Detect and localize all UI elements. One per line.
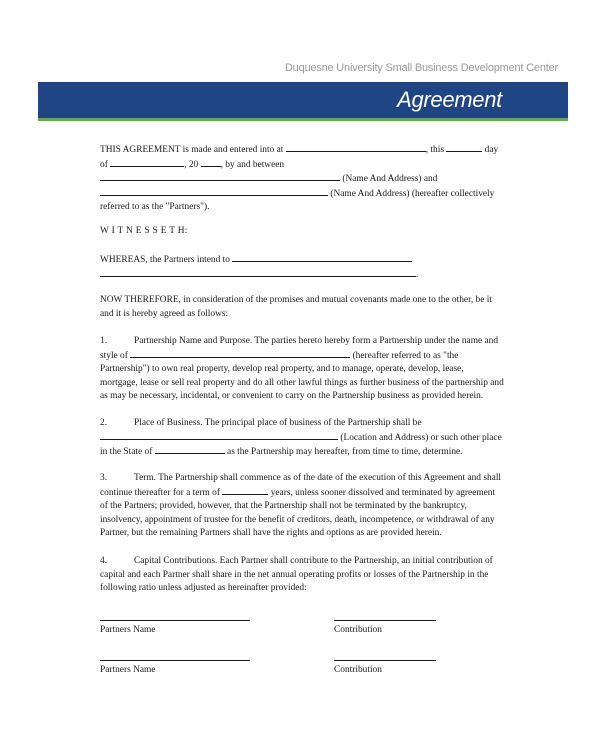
witnesseth-heading: W I T N E S S E T H: — [100, 226, 188, 236]
section-number: 1. — [100, 336, 108, 346]
state-blank[interactable] — [155, 445, 225, 454]
contribution-label: Contribution — [334, 665, 382, 675]
intro-paragraph: THIS AGREEMENT is made and entered into at , this day of , 20 , by and between (Name And Address) and (Name And Address) (hereafter collectively referred to as the "Partners"). — [100, 145, 499, 212]
intent-blank-2[interactable] — [100, 268, 416, 277]
section-2: 2. Place of Business. The principal place of business of the Partnership shall be (Location and Address) or such other place in the State of as the Partnership may hereafter, from time to time, determine. — [100, 418, 502, 457]
location-blank[interactable] — [100, 431, 338, 440]
intent-blank[interactable] — [232, 253, 412, 262]
partner-name-line[interactable] — [100, 660, 250, 661]
partner-name-label: Partners Name — [100, 665, 156, 675]
party2-blank[interactable] — [100, 187, 328, 196]
whereas-paragraph: WHEREAS, the Partners intend to . — [100, 255, 419, 280]
place-blank[interactable] — [286, 143, 426, 152]
title-banner — [38, 82, 568, 121]
section-number: 2. — [100, 418, 108, 428]
now-therefore-paragraph: NOW THEREFORE, in consideration of the promises and mutual covenants made one to the other, be it and it is hereby agreed as follows: — [100, 295, 492, 319]
page-title: Agreement — [397, 87, 502, 112]
month-blank[interactable] — [110, 158, 184, 167]
section-1: 1. Partnership Name and Purpose. The parties hereto hereby form a Partnership under the name and style of (hereafter referred to as "the Partnership") to own real property, develop real property, and to manage, operate, develop, lease, mortgage, lease or sell real property and do all other lawful things as further business of the partnership and as may be necessary, incidental, or convenient to carry on the Partnership business as provided herein. — [100, 336, 504, 401]
year-blank[interactable] — [201, 158, 221, 167]
term-blank[interactable] — [222, 486, 268, 495]
org-name: Duquesne University Small Business Development Center — [284, 62, 558, 74]
intro-text: THIS AGREEMENT is made and entered into at — [100, 145, 284, 155]
contribution-line[interactable] — [334, 660, 436, 661]
section-4: 4. Capital Contributions. Each Partner shall contribute to the Partnership, an initial contribution of capital and each Partner shall share in the net annual operating profits or losses of the Partnership in the following ratio unless adjusted as hereinafter provided: — [100, 556, 493, 593]
partner-name-line[interactable] — [100, 620, 250, 621]
section-3: 3. Term. The Partnership shall commence as of the date of the execution of this Agreement and shall continue thereafter for a term of years, unless sooner dissolved and terminated by agreement of the Partners; provided, however, that the Partnership shall not be terminated by the bankruptcy, insolvency, appointment of trustee for the benefit of creditors, death, incompetence, or withdrawal of any Partner, but the remaining Partners shall have the rights and options as are provided herein. — [100, 473, 502, 538]
contribution-label: Contribution — [334, 625, 382, 635]
partnership-name-blank[interactable] — [130, 349, 350, 358]
party1-blank[interactable] — [100, 172, 340, 181]
partner-name-label: Partners Name — [100, 625, 156, 635]
section-number: 4. — [100, 556, 108, 566]
contribution-line[interactable] — [334, 620, 436, 621]
day-blank[interactable] — [446, 143, 482, 152]
section-number: 3. — [100, 473, 108, 483]
